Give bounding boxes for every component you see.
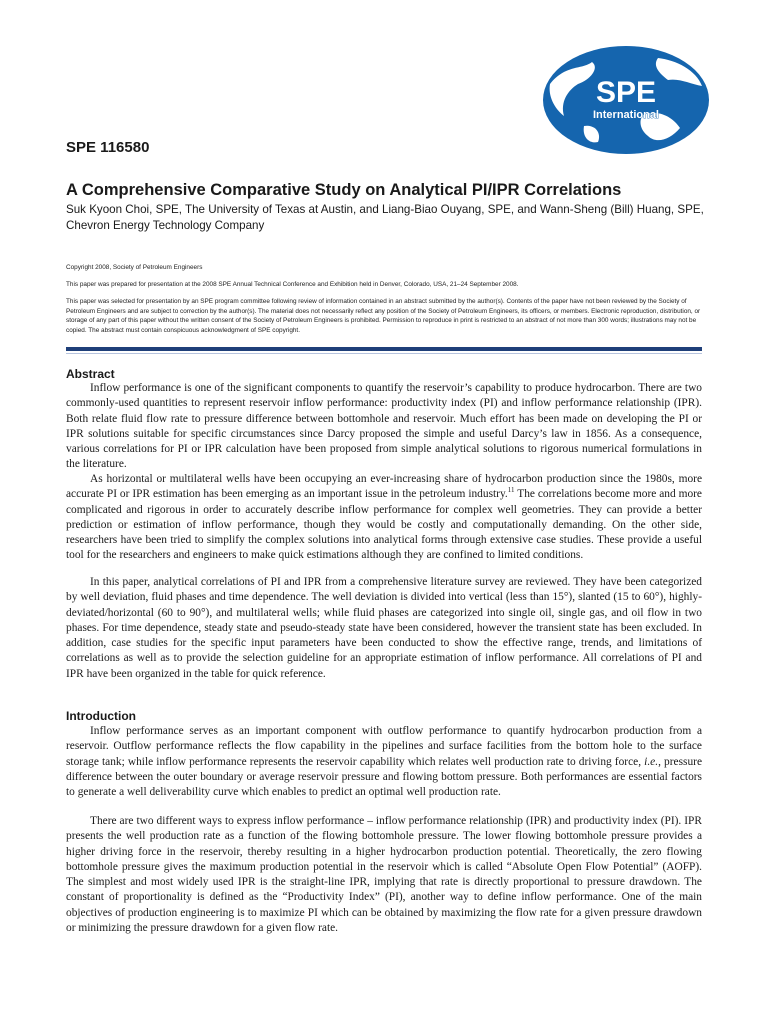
introduction-paragraph-1	[66, 724, 702, 800]
introduction-heading: Introduction	[66, 709, 136, 723]
paper-number: SPE 116580	[66, 139, 150, 156]
abstract-paragraph-3: In this paper, analytical correlations of PI and IPR from a comprehensive literature survey are reviewed. They have been categorized by well deviation, fluid phases and time dependence. The well deviation is divided into vertical (less than 15°), slanted (15 to 60°), highly-deviated/horizontal (60 to 90°), and multilateral wells; while fluid phases are categorized into single oil, single gas, and oil flow in two phases. For time dependence, steady state and pseudo-steady state have been considered, however the transient state has been excluded. In addition, case studies for the specific input parameters have been conducted to show the effective range, trends, and limitations of correlations as well as to provide the selection guideline for an appropriate estimation of inflow performance. All correlations of PI and IPR have been organized in the table for quick reference.	[66, 576, 702, 680]
abstract-paragraph-2-continued: The correlations become more and more complicated and rigorous in order to accurately describe inflow performance for complex well geometries. They can provide a better prediction or estimation of inflow performance, though they would be costly and computationally demanding. On the other side, researchers have been tried to simplify the complex solutions into analytical forms through extensive case studies. These provide a useful tool for the researchers and engineers to make quick estimations although they are confined to limited conditions.	[66, 488, 702, 562]
copyright-line: Copyright 2008, Society of Petroleum Engineers	[66, 264, 203, 271]
presentation-note: This paper was prepared for presentation at the 2008 SPE Annual Technical Conference and Exhibition held in Denver, Colorado, USA, 21–24 September 2008.	[66, 281, 519, 288]
abstract-heading: Abstract	[66, 367, 115, 381]
paper-title: A Comprehensive Comparative Study on Analytical PI/IPR Correlations	[66, 181, 622, 199]
logo-tagline-text: International	[592, 109, 660, 121]
introduction-paragraph-1-continued: , pressure difference between the outer boundary or average reservoir pressure and flowing bottom pressure. Both performances are essential factors to generate a well deliverability curve which enables to predict an optimal well production rate.	[66, 755, 703, 799]
abstract-paragraph-1: Inflow performance is one of the significant components to quantify the reservoir’s capability to produce hydrocarbon. There are two commonly-used quantities to represent reservoir inflow performance: productivity index (PI) and inflow performance relationship (IPR). Both relate fluid flow rate to pressure difference between bottomhole and reservoir. Much effort has been made on developing the PI or IPR solutions suitable for specific circumstances since Darcy proposed the simple and useful Darcy’s law in 1856. As a consequence, various correlations for PI or IPR calculation have been proposed from simple analytical solutions to rigorous numerical formulations in the literature.	[66, 382, 702, 471]
introduction-paragraph-1-text: Inflow performance serves as an important component with outflow performance to quantify hydrocarbon production from a reservoir. Outflow performance reflects the flow capability in the pipelines and surface facilities from the bottom hole to the surface storage tank; while inflow performance represents the reservoir capability which relates well production rate to driving force,	[66, 725, 702, 768]
abstract-paragraph-2	[66, 472, 702, 564]
ie-abbreviation: i.e.	[644, 755, 659, 768]
citation-superscript: 11	[507, 486, 515, 495]
introduction-paragraph-2: There are two different ways to express inflow performance – inflow performance relationship (IPR) and productivity index (PI). IPR presents the well production rate as a function of the flowing bottomhole pressure. The lower flowing bottomhole pressure provides a higher driving force in the reservoir, thereby resulting in a higher hydrocarbon production potential. Theoretically, the zero flowing bottomhole pressure gives the maximum production potential in the reservoir which is called “Absolute Open Flow Potential” (AOFP). The simplest and most widely used IPR is the straight-line IPR, implying that rate is directly proportional to pressure drawdown. The constant of proportionality is defined as the “Productivity Index” (PI), another way to define inflow performance. One of the main objectives of production engineering is to maximize PI which can be obtained by maximizing the flow rate for a given pressure drawdown or minimizing the pressure drawdown for a given flow rate.	[66, 815, 702, 935]
logo-brand-text: SPE	[595, 76, 657, 109]
header-divider	[66, 347, 702, 351]
review-notice: This paper was selected for presentation by an SPE program committee following review of information contained in an abstract submitted by the author(s). Contents of the paper have not been reviewed by the Society of Petroleum Engineers and are subject to correction by the author(s). The material does not necessarily reflect any position of the Society of Petroleum Engineers, its officers, or members. Electronic reproduction, distribution, or storage of any part of this paper without the written consent of the Society of Petroleum Engineers is prohibited. Permission to reproduce in print is restricted to an abstract of not more than 300 words; illustrations may not be copied. The abstract must contain conspicuous acknowledgment of SPE copyright.	[66, 298, 701, 334]
abstract-paragraph-2-text: As horizontal or multilateral wells have been occupying an ever-increasing share of hydrocarbon production since the 1980s, more accurate PI or IPR estimation has been emerging as an important issue in the petroleum industry.	[66, 473, 702, 501]
spe-international-logo	[540, 44, 712, 156]
header-divider-shadow	[66, 353, 702, 354]
paper-authors: Suk Kyoon Choi, SPE, The University of Texas at Austin, and Liang-Biao Ouyang, SPE, and Wann-Sheng (Bill) Huang, SPE, Chevron Energy Technology Company	[66, 203, 704, 232]
